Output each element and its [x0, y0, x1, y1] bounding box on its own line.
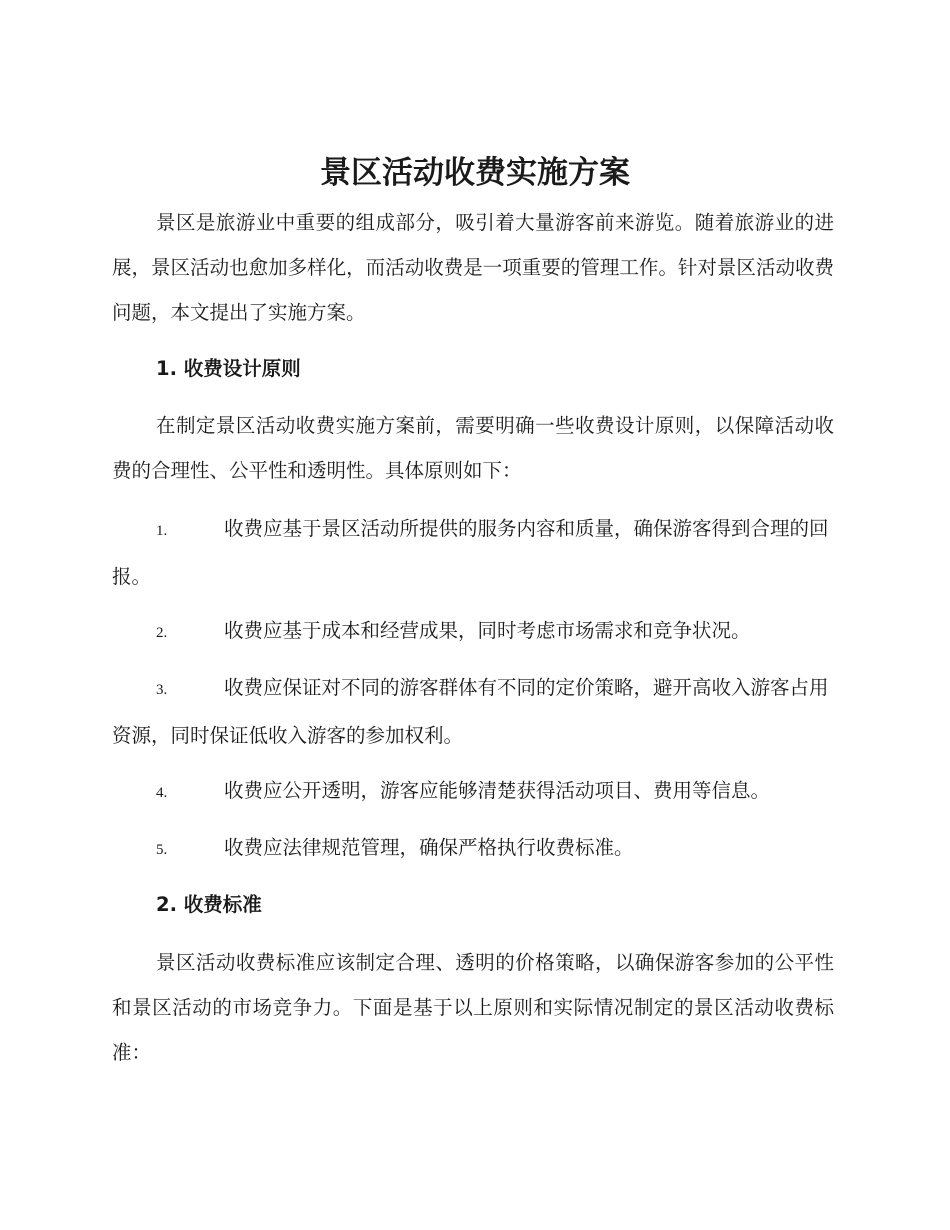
section-heading-standards: 2. 收费标准: [156, 893, 262, 916]
list-number: 4.: [156, 785, 168, 801]
principles-intro-paragraph: 在制定景区活动收费实施方案前，需要明确一些收费设计原则，以保障活动收费的合理性、公平性和透明性。具体原则如下：: [112, 414, 834, 482]
list-text: 收费应基于成本和经营成果，同时考虑市场需求和竞争状况。: [224, 619, 751, 642]
list-text: 收费应法律规范管理，确保严格执行收费标准。: [224, 836, 634, 859]
list-number: 5.: [156, 842, 168, 858]
standards-intro-paragraph: 景区活动收费标准应该制定合理、透明的价格策略，以确保游客参加的公平性和景区活动的市场竞争力。下面是基于以上原则和实际情况制定的景区活动收费标准：: [112, 951, 834, 1064]
document-title: 景区活动收费实施方案: [320, 155, 630, 191]
list-text: 收费应基于景区活动所提供的服务内容和质量，确保游客得到合理的回报。: [112, 517, 829, 588]
principle-item-4: [112, 768, 834, 816]
section-heading-principles: 1. 收费设计原则: [156, 357, 301, 380]
principle-item-3: [112, 665, 834, 758]
list-number: 1.: [156, 523, 168, 539]
list-number: 2.: [156, 625, 168, 641]
intro-paragraph: 景区是旅游业中重要的组成部分，吸引着大量游客前来游览。随着旅游业的进展，景区活动也愈加多样化，而活动收费是一项重要的管理工作。针对景区活动收费问题，本文提出了实施方案。: [112, 211, 834, 324]
list-number: 3.: [156, 682, 168, 698]
list-text: 收费应公开透明，游客应能够清楚获得活动项目、费用等信息。: [224, 779, 771, 802]
principle-item-2: [112, 608, 834, 656]
principle-item-5: [112, 825, 834, 873]
principle-item-1: [112, 506, 834, 599]
list-text: 收费应保证对不同的游客群体有不同的定价策略，避开高收入游客占用资源，同时保证低收入游客的参加权利。: [112, 676, 829, 747]
